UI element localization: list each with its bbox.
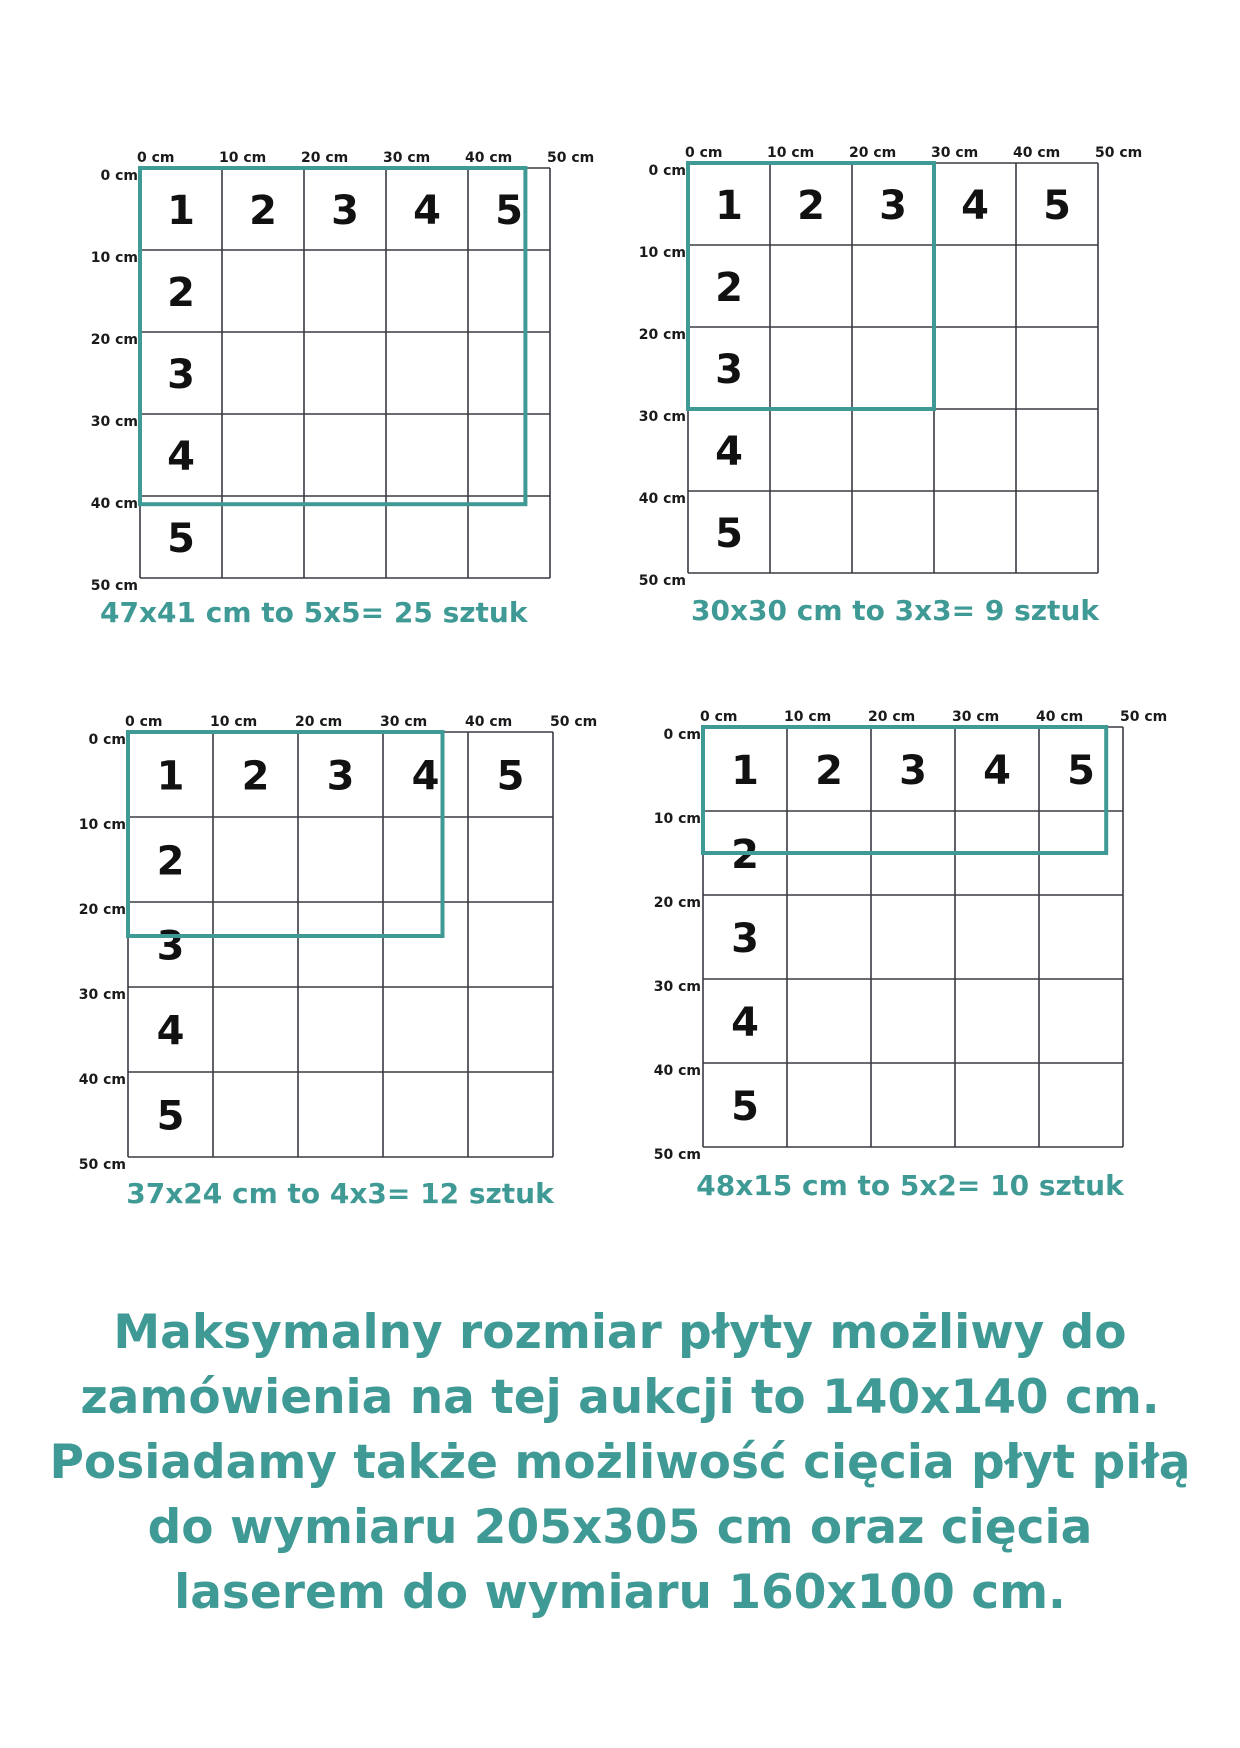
column-number: 1 — [731, 748, 759, 794]
row-number: 2 — [167, 270, 195, 316]
column-number: 5 — [1067, 748, 1095, 794]
row-number: 5 — [715, 511, 743, 557]
column-number: 1 — [715, 183, 743, 229]
x-axis-label: 50 cm — [550, 714, 598, 730]
y-axis-label: 50 cm — [78, 1157, 126, 1173]
column-number: 4 — [411, 753, 440, 800]
column-number: 4 — [983, 748, 1011, 794]
y-axis-label: 10 cm — [78, 817, 126, 833]
info-text-block — [40, 1300, 1200, 1625]
x-axis-label: 10 cm — [767, 145, 815, 161]
column-number: 3 — [326, 753, 355, 800]
column-number: 4 — [961, 183, 989, 229]
column-number: 4 — [413, 188, 441, 234]
y-axis-label: 40 cm — [78, 1072, 126, 1088]
x-axis-label: 40 cm — [1036, 709, 1084, 725]
y-axis-label: 20 cm — [653, 895, 701, 911]
info-line-2: zamówienia na tej aukcji to 140x140 cm. — [80, 1370, 1160, 1425]
column-number: 2 — [797, 183, 825, 229]
y-axis-label: 20 cm — [638, 327, 686, 343]
x-axis-label: 20 cm — [849, 145, 897, 161]
row-number: 4 — [156, 1008, 185, 1055]
column-number: 2 — [241, 753, 270, 800]
x-axis-label: 0 cm — [125, 714, 163, 730]
diagram-caption-4: 48x15 cm to 5x2= 10 sztuk — [696, 1169, 1124, 1202]
y-axis-label: 40 cm — [638, 491, 686, 507]
x-axis-label: 20 cm — [295, 714, 343, 730]
x-axis-label: 0 cm — [137, 150, 175, 166]
x-axis-label: 30 cm — [931, 145, 979, 161]
column-number: 5 — [1043, 183, 1071, 229]
x-axis-label: 10 cm — [210, 714, 258, 730]
y-axis-label: 20 cm — [78, 902, 126, 918]
info-line-4: do wymiaru 205x305 cm oraz cięcia — [147, 1500, 1093, 1555]
row-number: 2 — [156, 838, 185, 885]
y-axis-label: 0 cm — [663, 727, 701, 743]
column-number: 3 — [899, 748, 927, 794]
x-axis-label: 30 cm — [380, 714, 428, 730]
y-axis-label: 50 cm — [653, 1147, 701, 1163]
y-axis-label: 10 cm — [90, 250, 138, 266]
column-number: 5 — [496, 753, 525, 800]
y-axis-label: 20 cm — [90, 332, 138, 348]
row-number: 5 — [156, 1093, 185, 1140]
info-line-3: Posiadamy także możliwość cięcia płyt piłą — [49, 1435, 1191, 1490]
column-number: 2 — [815, 748, 843, 794]
x-axis-label: 0 cm — [700, 709, 738, 725]
y-axis-label: 30 cm — [638, 409, 686, 425]
row-number: 5 — [167, 516, 195, 562]
y-axis-label: 30 cm — [653, 979, 701, 995]
y-axis-label: 30 cm — [78, 987, 126, 1003]
x-axis-label: 30 cm — [952, 709, 1000, 725]
diagram-caption-3: 37x24 cm to 4x3= 12 sztuk — [126, 1177, 554, 1210]
column-number: 1 — [156, 753, 185, 800]
row-number: 3 — [167, 352, 195, 398]
y-axis-label: 30 cm — [90, 414, 138, 430]
x-axis-label: 50 cm — [1120, 709, 1168, 725]
x-axis-label: 40 cm — [465, 150, 513, 166]
column-number: 5 — [495, 188, 523, 234]
x-axis-label: 40 cm — [1013, 145, 1061, 161]
row-number: 2 — [731, 832, 759, 878]
diagram-caption-1: 47x41 cm to 5x5= 25 sztuk — [100, 596, 528, 629]
info-line-5: laserem do wymiaru 160x100 cm. — [174, 1565, 1066, 1620]
y-axis-label: 50 cm — [90, 578, 138, 594]
info-line-1: Maksymalny rozmiar płyty możliwy do — [113, 1305, 1127, 1360]
diagram-caption-2: 30x30 cm to 3x3= 9 sztuk — [691, 594, 1099, 627]
y-axis-label: 0 cm — [648, 163, 686, 179]
column-number: 1 — [167, 188, 195, 234]
row-number: 4 — [731, 1000, 759, 1046]
row-number: 5 — [731, 1084, 759, 1130]
x-axis-label: 0 cm — [685, 145, 723, 161]
row-number: 2 — [715, 265, 743, 311]
y-axis-label: 40 cm — [653, 1063, 701, 1079]
column-number: 3 — [331, 188, 359, 234]
y-axis-label: 0 cm — [100, 168, 138, 184]
row-number: 3 — [715, 347, 743, 393]
x-axis-label: 50 cm — [547, 150, 595, 166]
x-axis-label: 20 cm — [301, 150, 349, 166]
column-number: 2 — [249, 188, 277, 234]
y-axis-label: 10 cm — [653, 811, 701, 827]
x-axis-label: 10 cm — [784, 709, 832, 725]
row-number: 3 — [156, 923, 185, 970]
y-axis-label: 50 cm — [638, 573, 686, 589]
row-number: 4 — [715, 429, 743, 475]
y-axis-label: 0 cm — [88, 732, 126, 748]
row-number: 3 — [731, 916, 759, 962]
column-number: 3 — [879, 183, 907, 229]
x-axis-label: 30 cm — [383, 150, 431, 166]
row-number: 4 — [167, 434, 195, 480]
x-axis-label: 40 cm — [465, 714, 513, 730]
y-axis-label: 40 cm — [90, 496, 138, 512]
y-axis-label: 10 cm — [638, 245, 686, 261]
x-axis-label: 20 cm — [868, 709, 916, 725]
x-axis-label: 10 cm — [219, 150, 267, 166]
x-axis-label: 50 cm — [1095, 145, 1143, 161]
